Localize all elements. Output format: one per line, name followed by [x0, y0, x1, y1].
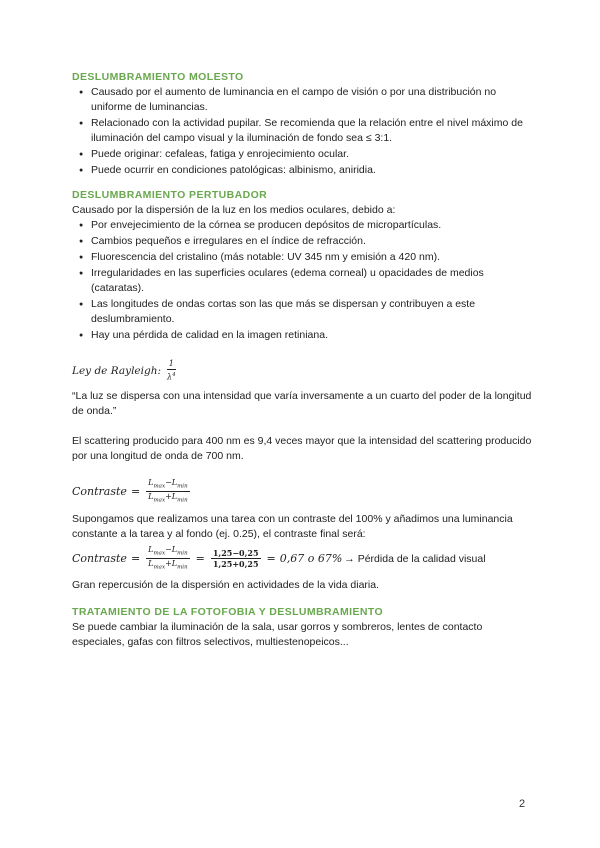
- fraction-denominator: [165, 370, 178, 383]
- conclusion-text: Gran repercusión de la dispersión en actividades de la vida diaria.: [72, 579, 380, 592]
- section-tratamiento: [72, 605, 532, 650]
- lambda-exponent: 4: [172, 372, 176, 378]
- fraction-denominator: 1,25+0,25: [212, 559, 259, 570]
- contrast-example-text: Supongamos que realizamos una tarea con un contraste del 100% y añadimos una luminancia constante a la tarea y al fondo (ej. 0.25), el contraste final será:: [72, 512, 513, 540]
- fraction-denominator: $L_{max}+L_{min}$: [148, 492, 188, 504]
- section-text: Se puede cambiar la iluminación de la sala, usar gorros y sombreros, lentes de contacto especiales, gafas con filtros selectivos, multiestenopeicos...: [72, 621, 483, 649]
- document-page: [72, 70, 532, 650]
- contrast-label: Contraste: [72, 552, 127, 566]
- contrast-formula: [72, 478, 532, 506]
- fraction-numerator: $L_{max}-L_{min}$: [146, 478, 189, 493]
- list-item: ● Irregularidades en las superficies oculares (edema corneal) u opacidades de medios (cataratas).: [72, 266, 532, 296]
- rayleigh-quote: “La luz se dispersa con una intensidad que varía inversamente a un cuarto del poder de la longitud de onda.”: [72, 389, 532, 417]
- list-item: ● Puede ocurrir en condiciones patológicas: albinismo, aniridia.: [72, 163, 532, 178]
- section-heading: TRATAMIENTO DE LA FOTOFOBIA Y DESLUMBRAMIENTO: [72, 606, 384, 619]
- list-item: ● Cambios pequeños e irregulares en el índice de refracción.: [72, 234, 532, 249]
- lambda-symbol: λ: [167, 372, 173, 382]
- contrast-fraction: [146, 478, 189, 506]
- list-item: ● Hay una pérdida de calidad en la imagen retiniana.: [72, 328, 532, 343]
- list-item: ● Relacionado con la actividad pupilar. Se recomienda que la relación entre el nivel máximo de iluminación del campo visual y la iluminación de fondo sea ≤ 3:1.: [72, 116, 532, 146]
- list-item: ● Las longitudes de ondas cortas son las que más se dispersan y contribuyen a este deslumbramiento.: [72, 297, 532, 327]
- fraction-numerator: 1: [168, 359, 174, 368]
- section-deslumbramiento-molesto: [72, 70, 532, 178]
- list-item: ● Fluorescencia del cristalino (más notable: UV 345 nm y emisión a 420 nm).: [72, 250, 532, 265]
- fraction-denominator: $L_{max}+L_{min}$: [148, 559, 188, 572]
- equals-sign: =: [130, 552, 141, 566]
- section-intro: Causado por la dispersión de la luz en los medios oculares, debido a:: [72, 204, 396, 216]
- equals-sign: =: [195, 552, 205, 566]
- rayleigh-formula: [72, 359, 532, 383]
- contrast-fraction: [146, 545, 189, 573]
- equals-sign: =: [266, 552, 276, 566]
- contrast-example-formula: [72, 545, 532, 573]
- list-item: ● Puede originar: cefaleas, fatiga y enrojecimiento ocular.: [72, 147, 532, 162]
- contrast-result: 0,67 o 67%: [279, 552, 343, 566]
- equals-sign: =: [130, 485, 141, 499]
- section-deslumbramiento-pertubador: [72, 188, 532, 343]
- list-item: ● Causado por el aumento de luminancia en el campo de visión o por una distribución no uniforme de luminancias.: [72, 85, 532, 115]
- result-note: → Pérdida de la calidad visual: [344, 552, 486, 565]
- fraction-numerator: 1,25−0,25: [212, 548, 259, 559]
- rayleigh-label: Ley de Rayleigh:: [72, 364, 162, 377]
- bullet-list: [72, 218, 532, 343]
- section-heading: DESLUMBRAMIENTO MOLESTO: [72, 71, 244, 83]
- fraction-numerator: $L_{max}-L_{min}$: [146, 545, 189, 560]
- list-item: ● Por envejecimiento de la córnea se producen depósitos de micropartículas.: [72, 218, 532, 233]
- bullet-list: [72, 85, 532, 178]
- numeric-fraction: [211, 548, 261, 569]
- section-heading: DESLUMBRAMIENTO PERTUBADOR: [72, 189, 268, 201]
- page-number: 2: [519, 798, 526, 810]
- rayleigh-fraction: [165, 359, 178, 383]
- contrast-label: Contraste: [72, 485, 127, 499]
- scattering-text: El scattering producido para 400 nm es 9,4 veces mayor que la intensidad del scattering producido por una longitud de onda de 700 nm.: [72, 434, 532, 462]
